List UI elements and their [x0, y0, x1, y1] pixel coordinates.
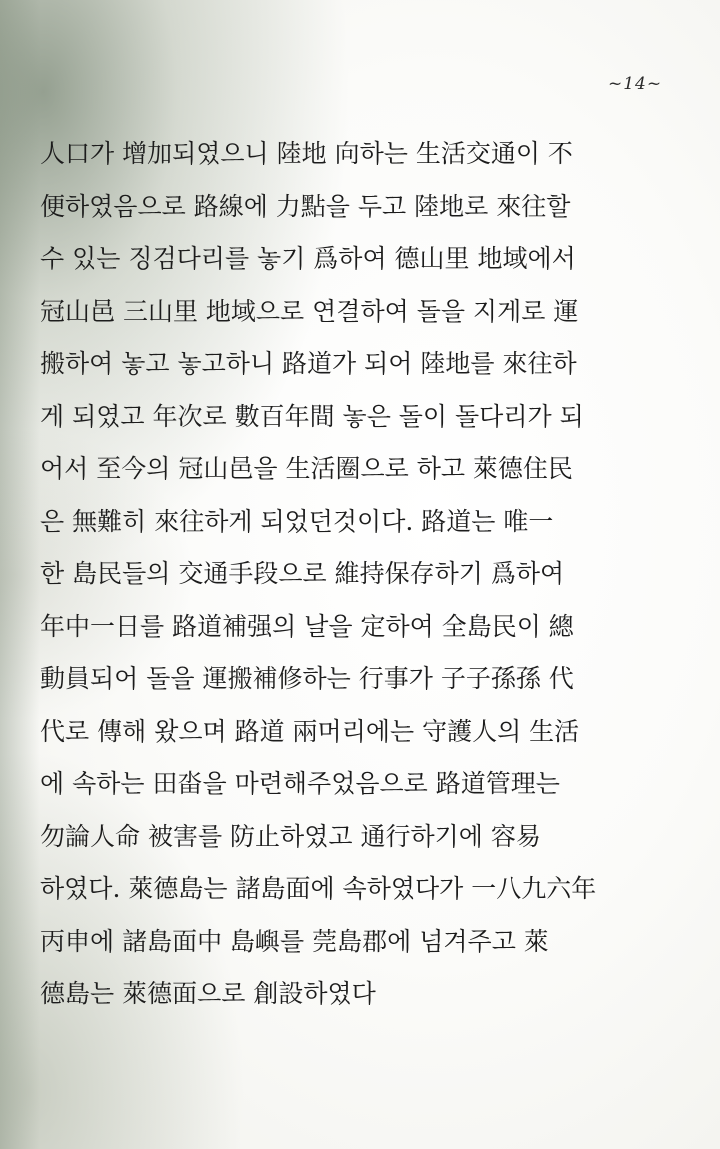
text-line: 冠山邑 三山里 地域으로 연결하여 돌을 지게로 運 — [40, 296, 579, 326]
page-number: ~14~ — [608, 74, 663, 94]
text-line: 德島는 萊德面으로 創設하였다 — [40, 979, 376, 1008]
text-line: 便하였음으로 路線에 力點을 두고 陸地로 來往할 — [40, 191, 571, 221]
text-line: 動員되어 돌을 運搬補修하는 行事가 子子孫孫 代 — [40, 664, 574, 693]
text-line: 하였다. 萊德島는 諸島面에 속하였다가 一八九六年 — [40, 874, 597, 903]
scan-edge-shadow — [0, 0, 40, 1149]
text-line: 게 되였고 年次로 數百年間 놓은 돌이 돌다리가 되 — [40, 401, 584, 431]
text-line: 人口가 增加되였으니 陸地 向하는 生活交通이 不 — [40, 139, 573, 168]
text-line: 丙申에 諸島面中 島嶼를 莞島郡에 넘겨주고 萊 — [40, 926, 549, 956]
text-line: 勿論人命 被害를 防止하였고 通行하기에 容易 — [40, 821, 541, 851]
text-line: 수 있는 징검다리를 놓기 爲하여 德山里 地域에서 — [40, 244, 576, 273]
text-line: 搬하여 놓고 놓고하니 路道가 되어 陸地를 來往하 — [40, 349, 577, 378]
text-line: 은 無難히 來往하게 되었던것이다. 路道는 唯一 — [40, 506, 554, 536]
handwritten-text-block — [40, 128, 665, 1021]
text-line: 에 속하는 田畓을 마련해주었음으로 路道管理는 — [40, 769, 560, 798]
text-line: 어서 至今의 冠山邑을 生活圈으로 하고 萊德住民 — [40, 454, 573, 483]
text-line: 年中一日를 路道補强의 날을 定하여 全島民이 總 — [40, 611, 574, 641]
text-line: 한 島民들의 交通手段으로 維持保存하기 爲하여 — [40, 559, 565, 588]
text-line: 代로 傳해 왔으며 路道 兩머리에는 守護人의 生活 — [40, 716, 580, 746]
